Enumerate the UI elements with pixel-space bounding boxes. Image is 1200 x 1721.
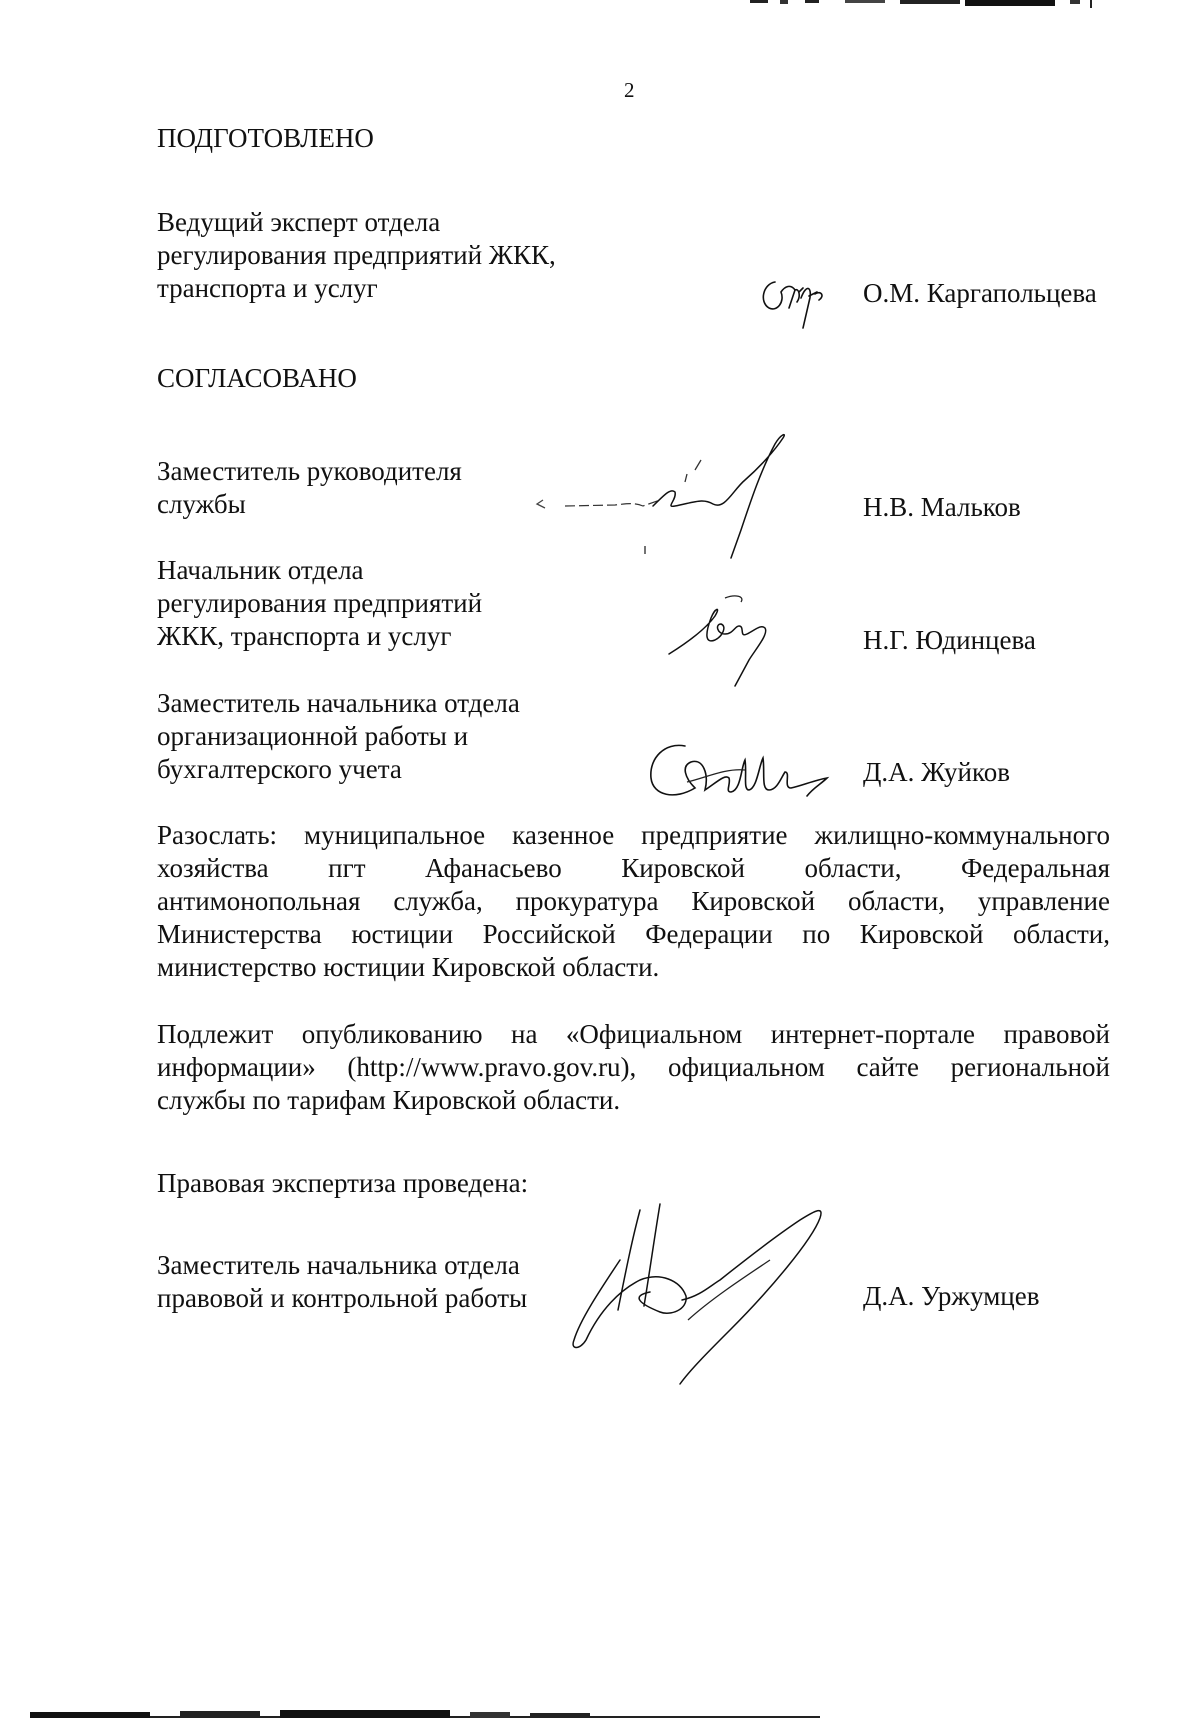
legal-review-position-line: правовой и контрольной работы xyxy=(157,1283,528,1313)
signatory-1-name: Н.В. Мальков xyxy=(863,492,1021,522)
legal-review-name: Д.А. Уржумцев xyxy=(863,1281,1040,1311)
publication-line: службы по тарифам Кировской области. xyxy=(157,1085,621,1115)
scan-artifact-top xyxy=(750,0,1120,8)
prepared-position-line: транспорта и услуг xyxy=(157,273,378,303)
signature-zhuikov xyxy=(645,738,835,808)
signatory-position-line: бухгалтерского учета xyxy=(157,754,402,784)
signatory-1-position xyxy=(157,455,462,521)
prepared-position xyxy=(157,206,556,305)
prepared-position-line: Ведущий эксперт отдела xyxy=(157,207,441,237)
signatory-position-line: Заместитель руководителя xyxy=(157,456,462,486)
signatory-position-line: службы xyxy=(157,489,246,519)
prepared-position-line: регулирования предприятий ЖКК, xyxy=(157,240,556,270)
publication-line: информации» (http://www.pravo.gov.ru), официальном сайте региональной xyxy=(157,1052,1110,1082)
agreed-heading: СОГЛАСОВАНО xyxy=(157,363,357,393)
scan-artifact-bottom xyxy=(30,1706,820,1721)
signatory-2-position xyxy=(157,554,482,653)
signatory-2-name: Н.Г. Юдинцева xyxy=(863,625,1036,655)
distribution-line: министерство юстиции Кировской области. xyxy=(157,952,660,982)
prepared-name: О.М. Каргапольцева xyxy=(863,278,1097,308)
legal-review-position xyxy=(157,1249,527,1315)
signature-malkov xyxy=(535,430,815,570)
signatory-3-position xyxy=(157,687,520,786)
distribution-paragraph xyxy=(157,819,1110,984)
distribution-line: Министерства юстиции Российской Федерации по Кировской области, xyxy=(157,919,1110,949)
legal-review-position-line: Заместитель начальника отдела xyxy=(157,1250,520,1280)
signatory-3-name: Д.А. Жуйков xyxy=(863,757,1010,787)
signature-urzhumtsev xyxy=(570,1200,850,1390)
publication-line: Подлежит опубликованию на «Официальном интернет-портале правовой xyxy=(157,1019,1110,1049)
distribution-line: антимонопольная служба, прокуратура Кировской области, управление xyxy=(157,886,1110,916)
signatory-position-line: Начальник отдела xyxy=(157,555,364,585)
signatory-position-line: Заместитель начальника отдела xyxy=(157,688,520,718)
distribution-line: хозяйства пгт Афанасьево Кировской области, Федеральная xyxy=(157,853,1110,883)
distribution-line: Разослать: муниципальное казенное предприятие жилищно-коммунального xyxy=(157,820,1110,850)
signature-kargapoltseva xyxy=(755,262,845,332)
signatory-position-line: регулирования предприятий xyxy=(157,588,483,618)
page-number: 2 xyxy=(624,78,635,102)
legal-review-heading: Правовая экспертиза проведена: xyxy=(157,1168,529,1198)
signatory-position-line: организационной работы и xyxy=(157,721,469,751)
signature-yudintseva xyxy=(665,590,785,690)
publication-paragraph xyxy=(157,1018,1110,1117)
prepared-heading: ПОДГОТОВЛЕНО xyxy=(157,123,374,153)
signatory-position-line: ЖКК, транспорта и услуг xyxy=(157,621,452,651)
